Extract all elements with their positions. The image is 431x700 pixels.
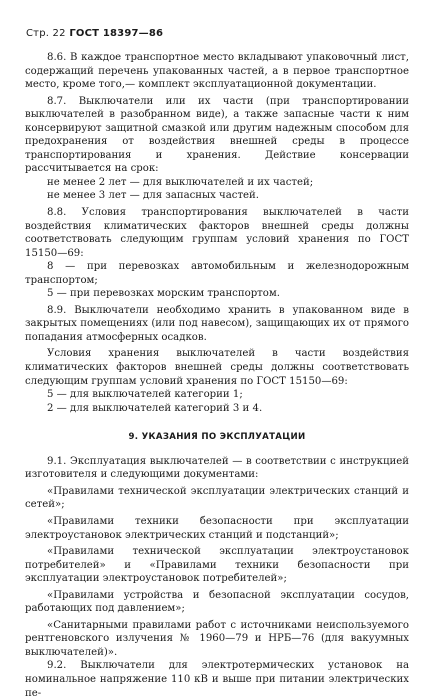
paragraph-8-6: 8.6. В каждое транспортное место вкладывают упаковочный лист, содержащий перечень упакованных частей, а в первое транспортное место, кроме того,— комплект эксплуатационной документации. <box>25 52 409 91</box>
paragraph-storage-conditions: Условия хранения выключателей в части воздействия климатических факторов внешней среды должны соответствовать следующим группам условий хранения по ГОСТ 15150—69: <box>25 348 409 387</box>
paragraph-9-1: 9.1. Эксплуатация выключателей — в соответствии с инструкцией изготовителя и следующими документами: <box>25 455 409 481</box>
standard-code: ГОСТ 18397—86 <box>69 28 164 39</box>
page-number: Стр. 22 <box>26 28 66 39</box>
document-body <box>25 51 409 700</box>
list-item: «Правилами техники безопасности при эксплуатации электроустановок электрических станций и подстанций»; <box>25 515 409 541</box>
list-item: 8 — при перевозках автомобильным и железнодорожным транспортом; <box>25 261 409 286</box>
list-item: не менее 2 лет — для выключателей и их частей; <box>47 176 314 188</box>
list-item: «Санитарными правилами работ с источниками неиспользуемого рентгеновского излучения № 1960—79 и НРБ—76 (для вакуумных выключателей)». <box>25 619 409 658</box>
paragraph-9-2: 9.2. Выключатели для электротермических установок на номинальное напряжение 110 кВ и выше при питании электрических пе- <box>25 660 409 699</box>
list-item: 5 — при перевозках морским транспортом. <box>47 288 280 300</box>
list-item: 2 — для выключателей категорий 3 и 4. <box>47 402 263 414</box>
paragraph-8-9: 8.9. Выключатели необходимо хранить в упакованном виде в закрытых помещениях (или под навесом), защищающих их от прямого попадания атмосферных осадков. <box>25 304 409 343</box>
list-item: 5 — для выключателей категории 1; <box>47 389 243 401</box>
paragraph-8-8: 8.8. Условия транспортирования выключателей в части воздействия климатических факторов внешней среды должны соответствовать следующим группам условий хранения по ГОСТ 15150—69: <box>25 207 409 259</box>
page-header <box>26 28 409 39</box>
list-item: «Правилами устройства и безопасной эксплуатации сосудов, работающих под давлением»; <box>25 589 409 615</box>
list-item: «Правилами технической эксплуатации электрических станций и сетей»; <box>25 485 409 511</box>
list-item: не менее 3 лет — для запасных частей. <box>47 190 260 202</box>
list-item: «Правилами технической эксплуатации электроустановок потребителей» и «Правилами техники безопасности при эксплуатации электроустановок потребителей»; <box>25 546 409 585</box>
paragraph-8-7: 8.7. Выключатели или их части (при транспортировании выключателей в разобранном виде), а также запасные части к ним консервируют защитной смазкой или другим надежным способом для предохранения от воздействия внешней среды в процессе транспортирования и хранения. Действие консервации рассчитывается на срок: <box>25 95 409 175</box>
section-heading: 9. УКАЗАНИЯ ПО ЭКСПЛУАТАЦИИ <box>128 432 306 443</box>
